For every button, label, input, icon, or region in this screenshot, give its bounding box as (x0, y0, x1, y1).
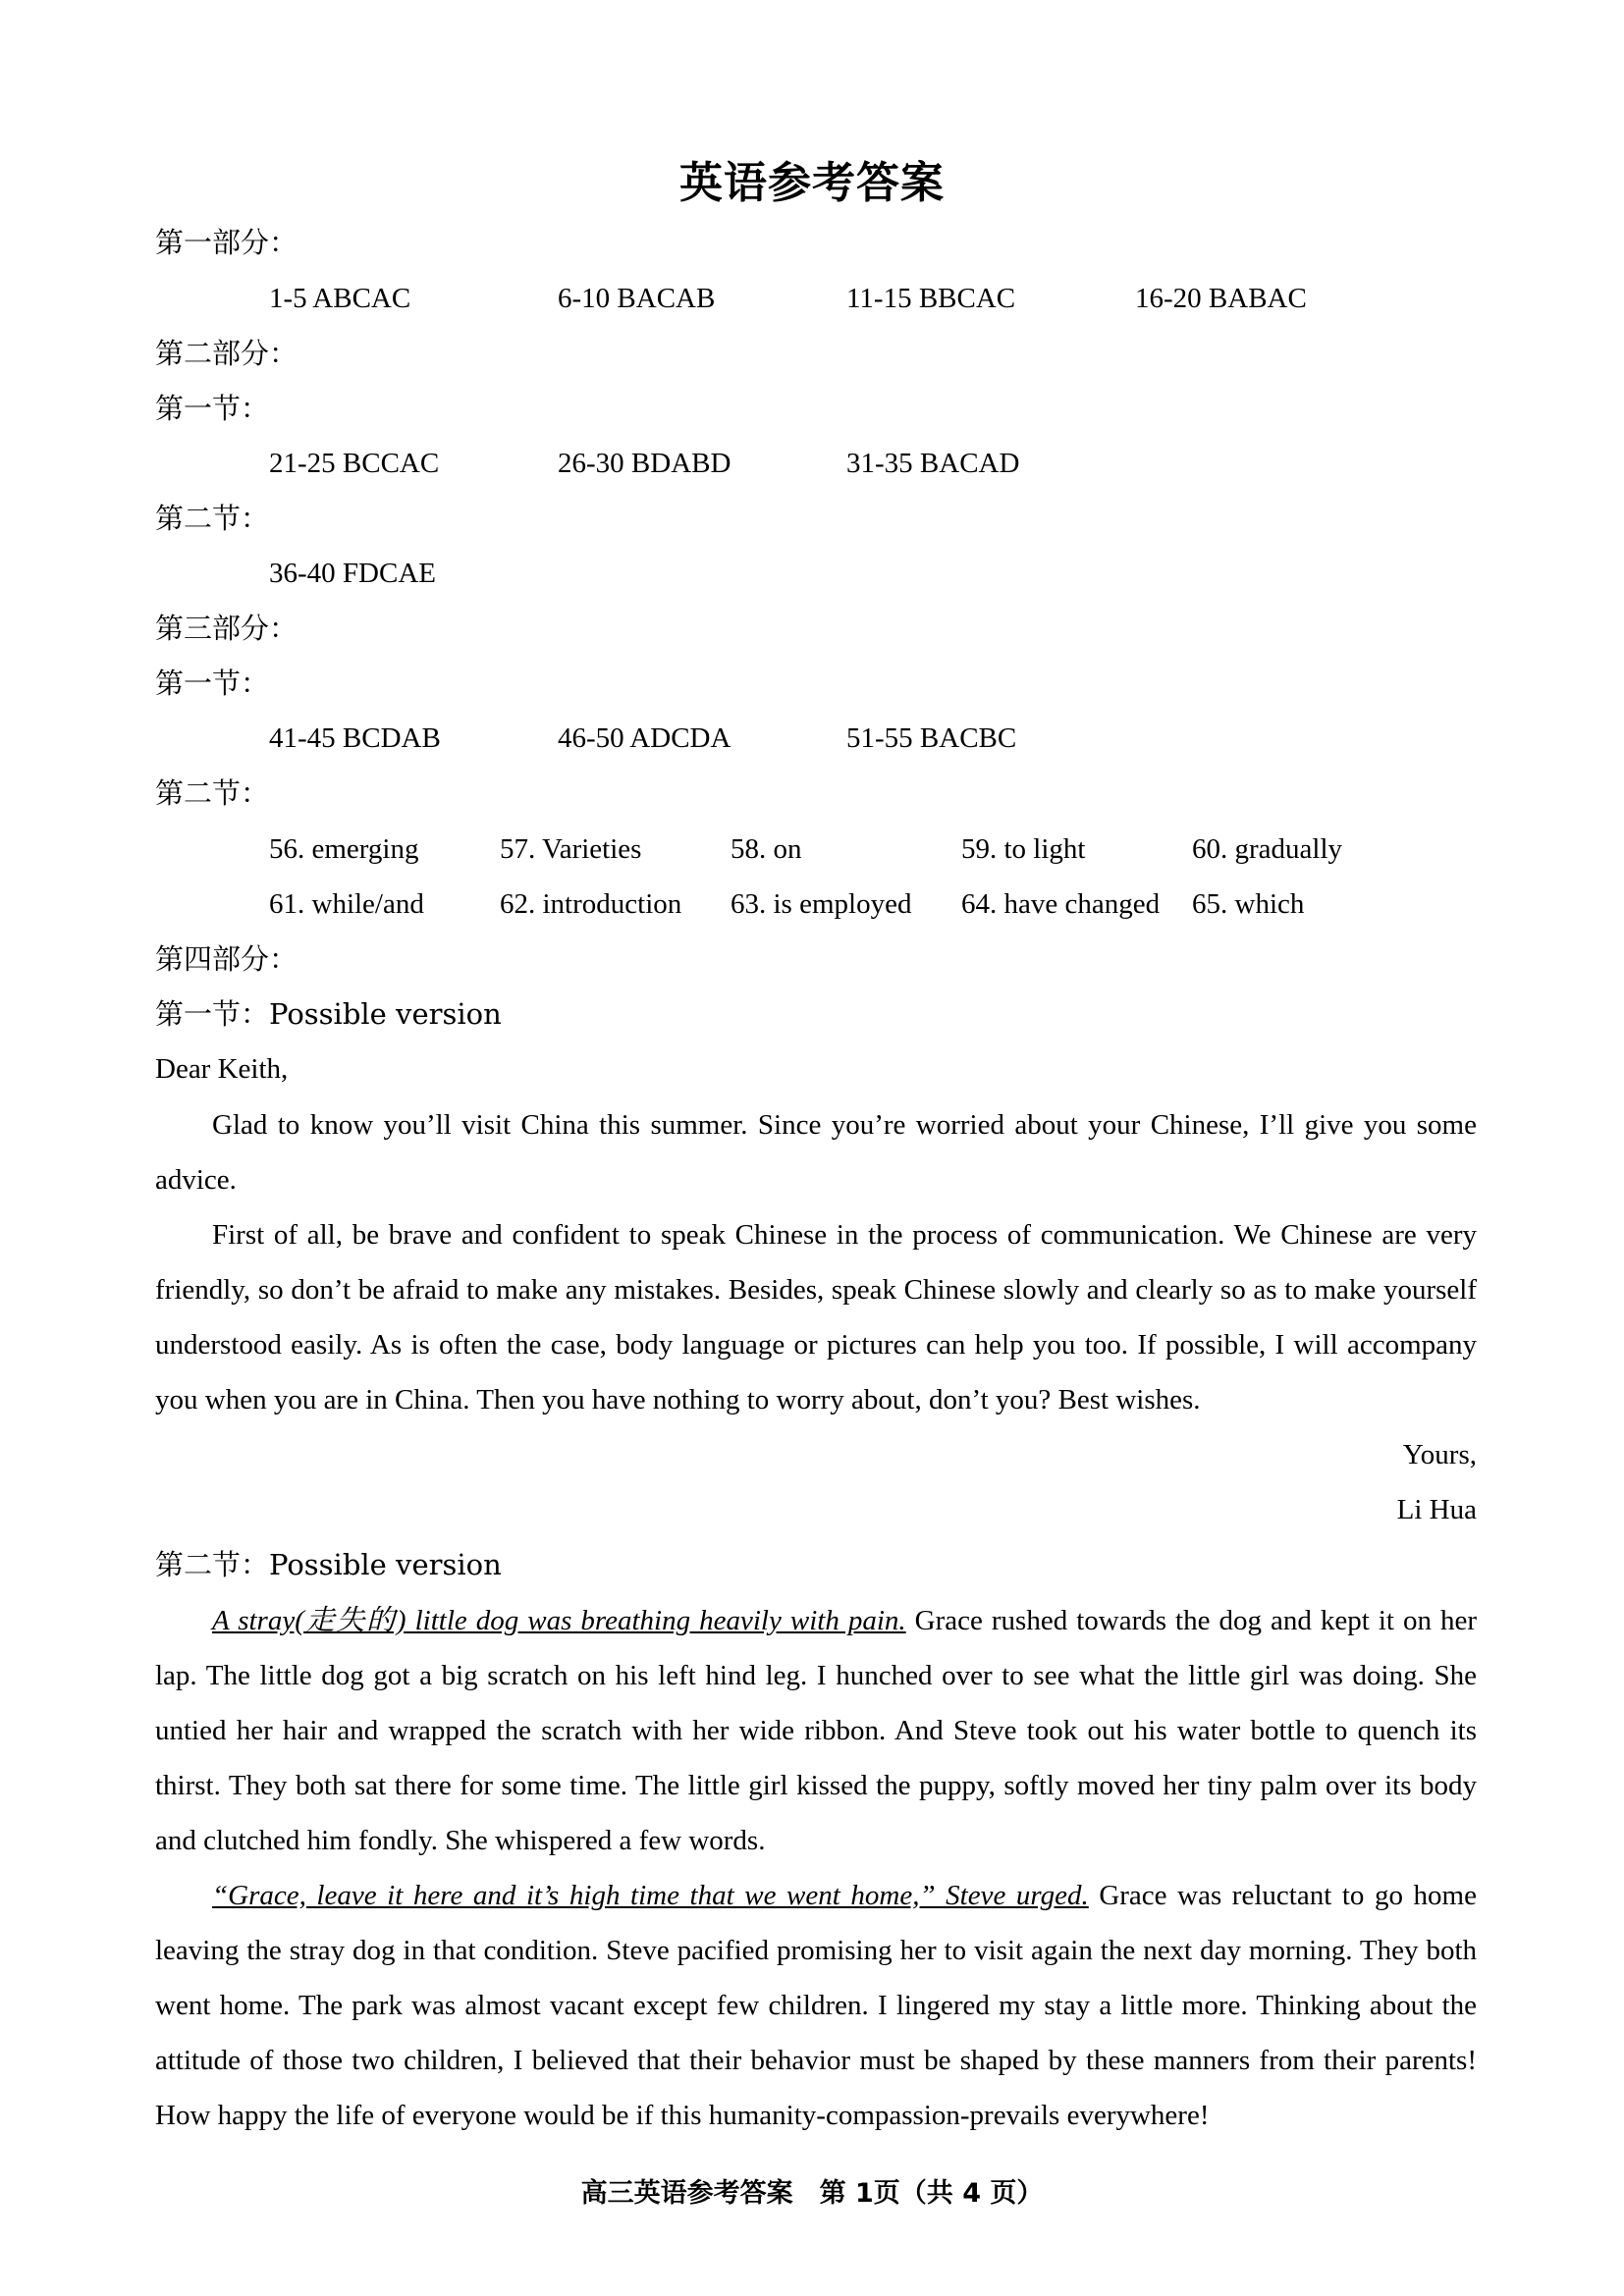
fill-answer: 56. emerging (269, 833, 419, 865)
letter-paragraph: First of all, be brave and confident to speak Chinese in the process of communication. We Chinese are very friendly, so don’t be afraid to make any mistakes. Besides, speak Chinese slowly and clearly so as to make yourself understood easily. As is often the case, body language or pictures can help you too. If possible, I will accompany you when you are in China. Then you have nothing to worry about, don’t you? Best wishes. (155, 1219, 1477, 1415)
part4-section2-heading: 第二节：Possible version (155, 1548, 502, 1581)
fill-answer: 59. to light (961, 833, 1086, 865)
answer-group: 41-45 BCDAB (269, 722, 441, 754)
answer-group: 51-55 BACBC (846, 722, 1017, 754)
fill-answer: 65. which (1192, 888, 1305, 920)
letter-signature: Li Hua (1396, 1494, 1477, 1525)
story-continuation: Grace was reluctant to go home leaving the stray dog in that condition. Steve pacified promising her to visit again the next day morning. They both went home. The park was almost vacant except few children. I lingered my stay a little more. Thinking about the attitude of those two children, I believed that their behavior must be shaped by these manners from their parents! How happy the life of everyone would be if this humanity-compassion-prevails everywhere! (155, 1880, 1477, 2131)
letter-salutation: Dear Keith, (155, 1053, 289, 1085)
fill-answer: 61. while/and (269, 888, 424, 920)
answer-group: 21-25 BCCAC (269, 448, 440, 479)
story-paragraph (155, 1593, 1477, 1868)
part2-heading: 第二部分： (155, 337, 298, 370)
answer-group: 6-10 BACAB (558, 283, 716, 314)
fill-answer: 64. have changed (961, 888, 1161, 920)
fill-answer: 57. Varieties (500, 833, 642, 865)
part1-heading: 第一部分： (155, 226, 298, 259)
story-given-opening: A stray(走失的) little dog was breathing heavily with pain. (212, 1605, 906, 1636)
part3-section1-heading: 第一节： (155, 667, 270, 700)
story-continuation: Grace rushed towards the dog and kept it on her lap. The little dog got a big scratch on his left hind leg. I hunched over to see what the little girl was doing. She untied her hair and wrapped the scratch with her wide ribbon. And Steve took out his water bottle to quench its thirst. They both sat there for some time. The little girl kissed the puppy, softly moved her tiny palm over its body and clutched him fondly. She whispered a few words. (155, 1605, 1478, 1856)
fill-answer: 58. on (731, 833, 802, 865)
answer-group: 46-50 ADCDA (558, 722, 731, 754)
story-given-opening: “Grace, leave it here and it’s high time that we went home,” Steve urged. (212, 1880, 1089, 1911)
answer-group: 11-15 BBCAC (846, 283, 1016, 314)
page-title: 英语参考答案 (679, 158, 945, 208)
answer-group: 31-35 BACAD (846, 448, 1020, 479)
page-footer: 高三英语参考答案 第 1页（共 4 页） (580, 2178, 1044, 2209)
fill-answer: 60. gradually (1192, 833, 1343, 865)
fill-answer: 62. introduction (500, 888, 682, 920)
answer-group: 1-5 ABCAC (269, 283, 411, 314)
part3-section2-heading: 第二节： (155, 776, 270, 810)
story-paragraph (155, 1868, 1477, 2143)
part2-section1-heading: 第一节： (155, 392, 270, 425)
part4-heading: 第四部分： (155, 942, 298, 976)
letter-paragraph: Glad to know you’ll visit China this summer. Since you’re worried about your Chinese, I’ll give you some advice. (155, 1109, 1477, 1196)
answer-group: 26-30 BDABD (558, 448, 731, 479)
fill-answer: 63. is employed (731, 888, 912, 920)
letter-closing: Yours, (1402, 1439, 1477, 1470)
answer-group: 16-20 BABAC (1135, 283, 1307, 314)
part3-heading: 第三部分： (155, 612, 298, 645)
part2-section2-heading: 第二节： (155, 502, 270, 535)
answer-group: 36-40 FDCAE (269, 558, 436, 589)
part4-section1-heading: 第一节：Possible version (155, 997, 502, 1031)
